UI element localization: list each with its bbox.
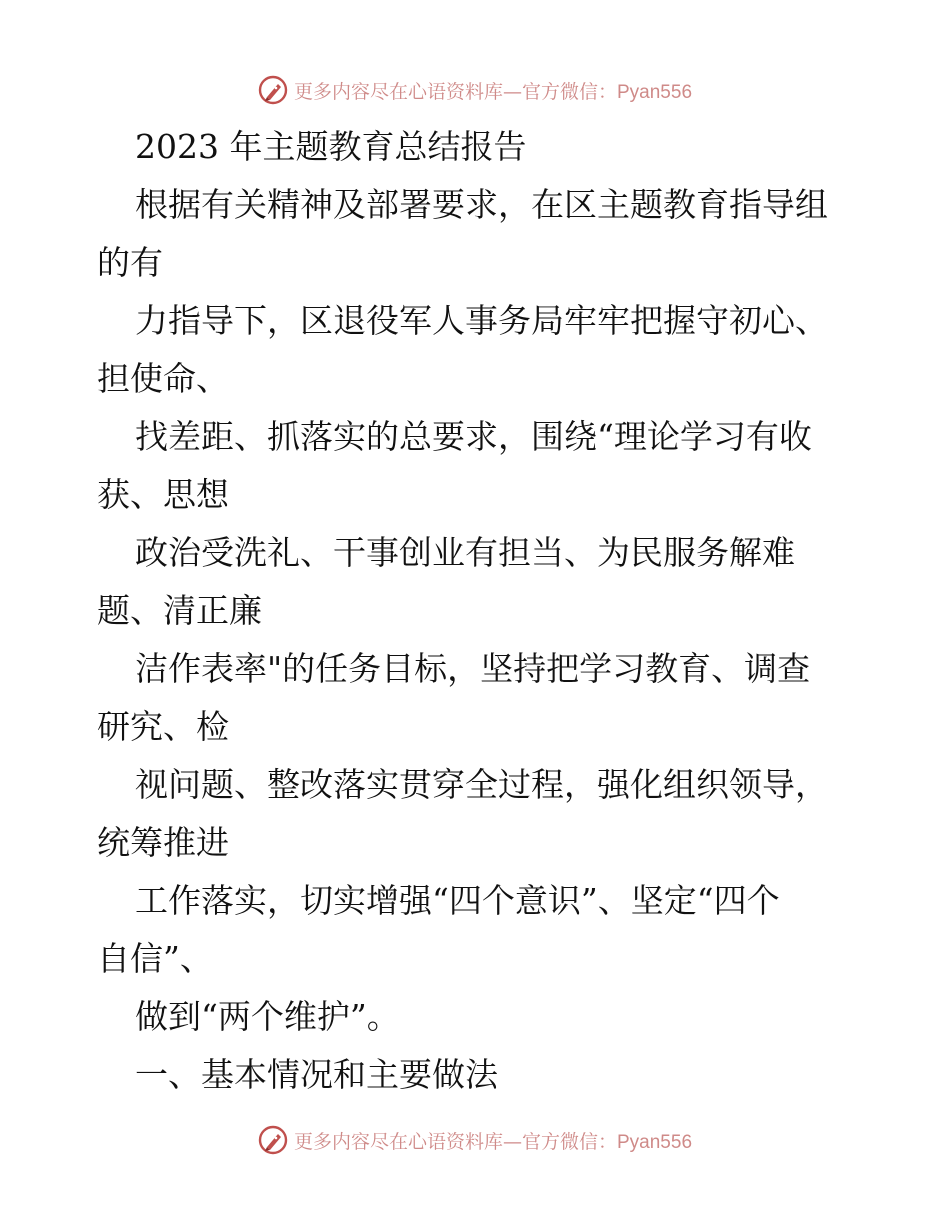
watermark-banner-top (0, 70, 950, 110)
text-line: 找差距、抓落实的总要求，围绕“理论学习有收 (135, 417, 812, 456)
text-line: 做到“两个维护”。 (135, 997, 400, 1036)
fountain-pen-logo-icon (258, 75, 288, 105)
watermark-text: 更多内容尽在心语资料库—官方微信：Pyan556 (293, 80, 693, 103)
text-line: 洁作表率"的任务目标，坚持把学习教育、调查 (135, 649, 811, 688)
fountain-pen-logo-icon (258, 1125, 288, 1155)
text-line: 政治受洗礼、干事创业有担当、为民服务解难 (135, 533, 795, 572)
text-line: 的有 (97, 243, 163, 282)
text-line: 获、思想 (97, 475, 229, 514)
text-line: 题、清正廉 (97, 591, 262, 630)
text-line: 力指导下，区退役军人事务局牢牢把握守初心、 (135, 301, 828, 340)
document-body (97, 118, 867, 1104)
text-line: 担使命、 (97, 359, 229, 398)
text-line: 一、基本情况和主要做法 (135, 1055, 498, 1094)
document-title: 2023 年主题教育总结报告 (135, 127, 527, 166)
watermark-text: 更多内容尽在心语资料库—官方微信：Pyan556 (293, 1130, 693, 1153)
watermark-banner-bottom (0, 1120, 950, 1160)
text-line: 自信”、 (97, 939, 213, 978)
text-line: 研究、检 (97, 707, 229, 746)
text-line: 根据有关精神及部署要求，在区主题教育指导组 (135, 185, 828, 224)
text-line: 视问题、整改落实贯穿全过程，强化组织领导， (135, 765, 828, 804)
text-line: 统筹推进 (97, 823, 229, 862)
text-line: 工作落实，切实增强“四个意识”、坚定“四个 (135, 881, 780, 920)
